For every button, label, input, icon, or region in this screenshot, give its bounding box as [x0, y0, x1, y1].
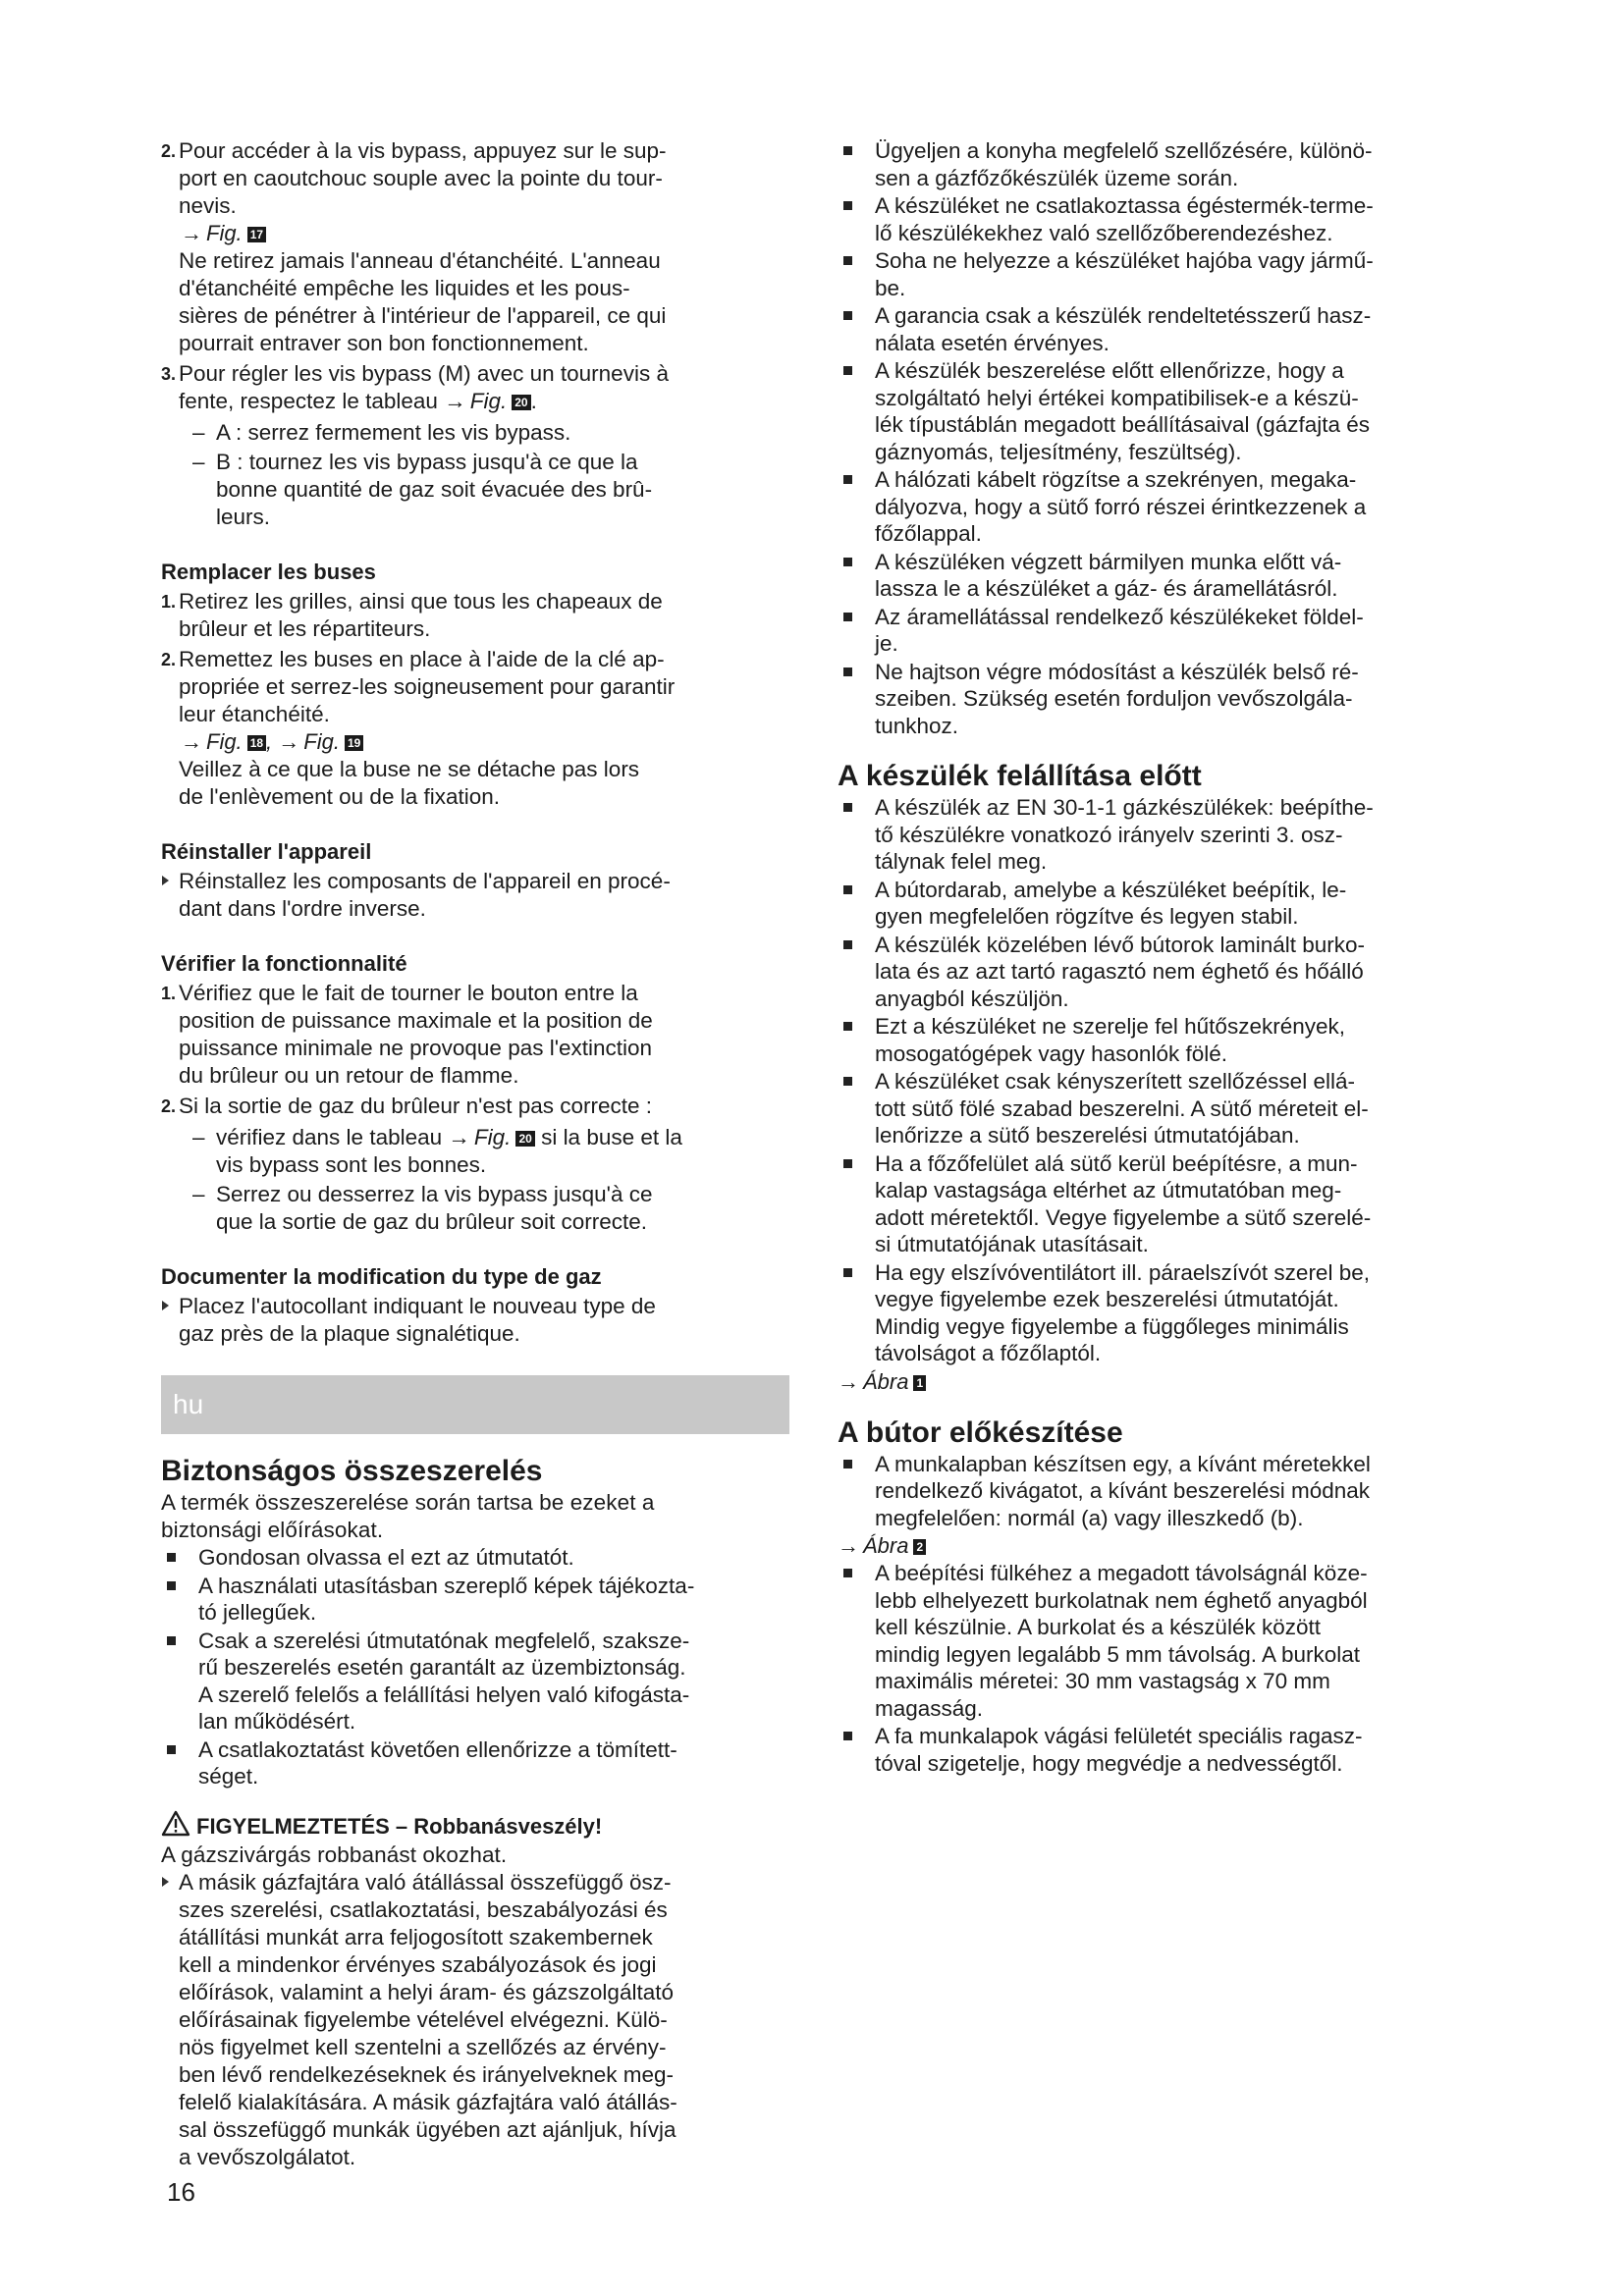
arrow-icon: → — [181, 729, 202, 754]
text-line: Ne retirez jamais l'anneau d'étanchéité. L'anneau — [179, 248, 661, 273]
document-instruction: Placez l'autocollant indiquant le nouveau type de gaz près de la plaque signalétique. — [161, 1293, 789, 1348]
left-column — [161, 137, 789, 2174]
square-bullet-icon — [167, 1581, 176, 1590]
section-heading: Documenter la modification du type de gaz — [161, 1264, 602, 1289]
step-number: 2. — [161, 141, 177, 161]
arrow-icon: → — [181, 221, 202, 245]
square-bullet-icon — [843, 1022, 852, 1031]
list-item: A készüléket ne csatlakoztassa égéstermék-terme- lő készülékekhez való szellőzőberendezéshez. — [838, 192, 1486, 246]
figure-number-badge: 19 — [345, 735, 363, 751]
warning-triangle-icon — [161, 1810, 190, 1837]
list-item: – vérifiez dans le tableau → Fig. 20 si la buse et la vis bypass sont les bonnes. — [192, 1125, 682, 1177]
arrow-icon: → — [444, 389, 466, 413]
list-item: Soha ne helyezze a készüléket hajóba vagy jármű- be. — [838, 247, 1486, 301]
list-item: Ha a főzőfelület alá sütő kerül beépítésre, a mun- kalap vastagsága eltérhet az útmutatóban meg- adott méretektől. Vegye figyelembe a sütő szerelé- si útmutatójának utasításait. — [838, 1150, 1486, 1258]
list-item: Ezt a készüléket ne szerelje fel hűtőszekrények, mosogatógépek vagy hasonlók fölé. — [838, 1013, 1486, 1067]
square-bullet-icon — [843, 558, 852, 566]
list-item: – Serrez ou desserrez la vis bypass jusqu'à ce que la sortie de gaz du brûleur soit correcte. — [192, 1182, 653, 1234]
square-bullet-icon — [843, 885, 852, 894]
square-bullet-icon — [167, 1553, 176, 1562]
verify-step-2: 2. Si la sortie de gaz du brûleur n'est pas correcte : — [161, 1094, 653, 1118]
square-bullet-icon — [843, 475, 852, 484]
square-bullet-icon — [843, 613, 852, 621]
intro-text: A termék összeszerelése során tartsa be ezeket a biztonsági előírásokat. — [161, 1490, 655, 1542]
warning-instruction: A másik gázfajtára való átállással összefüggő ösz- szes szerelési, csatlakoztatási, beszabályozási és átállítási munkát arra feljogosított szakembernek kell a mindenkor érvényes szabályozások és jogi előírások, valamint a helyi áram- és gázszolgáltató előírásainak figyelembe vételével elvégezni. Külö- nös figyelmet kell szentelni a szellőzés az érvény- ben lévő rendelkezéseknek és irányelveknek meg- felelő kialakítására. A másik gázfajtára való átállás- sal összefüggő munkák ügyében azt ajánljuk, hívja a vevőszolgálatot. — [161, 1869, 789, 2171]
square-bullet-icon — [843, 1460, 852, 1468]
figure-reference: → Fig. 18 , → Fig. 19 — [179, 728, 789, 756]
square-bullet-icon — [843, 1159, 852, 1168]
reinstall-instruction: Réinstallez les composants de l'appareil en procé- dant dans l'ordre inverse. — [161, 868, 789, 923]
warning-heading: FIGYELMEZTETÉS – Robbanásveszély! — [161, 1810, 789, 1842]
section-heading: A készülék felállítása előtt — [838, 760, 1202, 792]
figure-number-badge: 2 — [913, 1539, 926, 1555]
bypass-options-list — [192, 419, 789, 531]
section-heading: Biztonságos összeszerelés — [161, 1455, 543, 1487]
figure-reference: → Fig. 17 — [179, 220, 789, 247]
triangle-bullet-icon — [162, 876, 169, 885]
square-bullet-icon — [843, 1569, 852, 1577]
figure-number-badge: 1 — [913, 1375, 926, 1391]
list-item: A használati utasításban szereplő képek tájékozta- tó jellegűek. — [161, 1573, 789, 1627]
page-number: 16 — [167, 2177, 195, 2207]
nozzle-step-1: 1. Retirez les grilles, ainsi que tous les chapeaux de brûleur et les répartiteurs. — [161, 589, 663, 641]
square-bullet-icon — [843, 366, 852, 375]
text-line: pourrait entraver son bon fonctionnement. — [179, 331, 589, 355]
square-bullet-icon — [843, 1732, 852, 1740]
triangle-bullet-icon — [162, 1877, 169, 1887]
text-line: sières de pénétrer à l'intérieur de l'appareil, ce qui — [179, 303, 667, 328]
list-item: A beépítési fülkéhez a megadott távolságnál köze- lebb elhelyezett burkolatnak nem éghető anyagból kell készülnie. A burkolat és a készülék között mindig legyen legalább 5 mm távolság. A burkolat maximális méretei: 30 mm vastagság x 70 mm magasság. — [838, 1560, 1486, 1722]
list-item: A készüléket csak kényszerített szellőzéssel ellá- tott sütő fölé szabad beszerelni. A sütő méreteit el- lenőrizze a sütő beszerelési útmutatójában. — [838, 1068, 1486, 1149]
step-number: 1. — [161, 984, 177, 1003]
list-item: A bútordarab, amelybe a készüléket beépítik, le- gyen megfelelően rögzítve és legyen stabil. — [838, 877, 1486, 931]
figure-number-badge: 18 — [247, 735, 266, 751]
arrow-icon: → — [278, 729, 300, 754]
list-item: – A : serrez fermement les vis bypass. — [192, 420, 571, 445]
list-item: Az áramellátással rendelkező készülékeket földel- je. — [838, 604, 1486, 658]
language-band — [161, 1375, 789, 1434]
section-heading: A bútor előkészítése — [838, 1415, 1123, 1449]
figure-reference: → Ábra 2 — [838, 1532, 1486, 1560]
warning-intro: A gázszivárgás robbanást okozhat. — [161, 1842, 508, 1867]
verify-options-list — [192, 1124, 789, 1236]
list-item: A készüléken végzett bármilyen munka előtt vá- lassza le a készüléket a gáz- és áramellátásról. — [838, 549, 1486, 603]
square-bullet-icon — [843, 311, 852, 320]
list-item: A készülék az EN 30-1-1 gázkészülékek: beépíthe- tő készülékre vonatkozó irányelv szerinti 3. osz- tálynak felel meg. — [838, 794, 1486, 876]
nozzle-step-2: 2. Remettez les buses en place à l'aide de la clé ap- propriée et serrez-les soigneusement pour garantir leur étanchéité. → Fig. 18 , → Fig. 19 Veillez à ce que la buse ne se détache pas lors de l'enlèvement ou de la fixation. — [161, 646, 789, 811]
arrow-icon: → — [838, 1368, 859, 1394]
bypass-step-2 — [161, 137, 789, 357]
square-bullet-icon — [843, 146, 852, 155]
square-bullet-icon — [167, 1636, 176, 1645]
list-item: A fa munkalapok vágási felületét speciális ragasz- tóval szigetelje, hogy megvédje a nedvességtől. — [838, 1723, 1486, 1777]
text-line: Pour régler les vis bypass (M) avec un tournevis à — [179, 361, 669, 386]
text-line: port en caoutchouc souple avec la pointe du tour- — [179, 166, 663, 190]
figure-reference: → Ábra 1 — [838, 1368, 1486, 1396]
list-item: Gondosan olvassa el ezt az útmutatót. — [161, 1544, 789, 1572]
text-line: Pour accéder à la vis bypass, appuyez sur le sup- — [179, 138, 667, 163]
step-number: 3. — [161, 364, 177, 384]
step-number: 2. — [161, 1096, 177, 1116]
square-bullet-icon — [843, 201, 852, 210]
list-item: Ügyeljen a konyha megfelelő szellőzésére, különö- sen a gázfőzőkészülék üzeme során. — [838, 137, 1486, 191]
square-bullet-icon — [843, 1077, 852, 1086]
square-bullet-icon — [843, 940, 852, 949]
step-number: 1. — [161, 592, 177, 612]
figure-number-badge: 20 — [512, 395, 530, 410]
list-item: A garancia csak a készülék rendeltetésszerű hasz- nálata esetén érvényes. — [838, 302, 1486, 356]
figure-number-badge: 17 — [247, 227, 266, 242]
square-bullet-icon — [843, 667, 852, 676]
list-item: A készülék beszerelése előtt ellenőrizze, hogy a szolgáltató helyi értékei kompatibilisek-e a készü- lék típustáblán megadott beállításaival (gázfajta és gáznyomás, teljesítmény, feszültség). — [838, 357, 1486, 465]
triangle-bullet-icon — [162, 1301, 169, 1310]
section-heading: Vérifier la fonctionnalité — [161, 951, 407, 976]
list-item: – B : tournez les vis bypass jusqu'à ce que la bonne quantité de gaz soit évacuée des brû- leurs. — [192, 450, 653, 529]
arrow-icon: → — [448, 1125, 470, 1149]
step-number: 2. — [161, 650, 177, 669]
text-line: d'étanchéité empêche les liquides et les pous- — [179, 276, 630, 300]
square-bullet-icon — [843, 803, 852, 812]
square-bullet-icon — [167, 1745, 176, 1754]
text-line: fente, respectez le tableau → Fig. 20 . — [179, 389, 537, 413]
list-item: Ha egy elszívóventilátort ill. páraelszívót szerel be, vegye figyelembe ezek beszerelési útmutatóját. Mindig vegye figyelembe a függőleges minimális távolságot a főzőlaptól. — [838, 1259, 1486, 1367]
list-item: A hálózati kábelt rögzítse a szekrényen, megaka- dályozva, hogy a sütő forró részei érintkezzenek a főzőlappal. — [838, 466, 1486, 548]
list-item: A munkalapban készítsen egy, a kívánt méretekkel rendelkező kivágatot, a kívánt beszerelési módnak megfelelően: normál (a) vagy illeszkedő (b). — [838, 1451, 1486, 1532]
text-line: nevis. — [179, 193, 237, 218]
arrow-icon: → — [838, 1533, 859, 1558]
section-heading: Remplacer les buses — [161, 560, 376, 584]
square-bullet-icon — [843, 1268, 852, 1277]
bypass-step-3 — [161, 360, 789, 415]
figure-number-badge: 20 — [515, 1131, 534, 1147]
language-code: hu — [173, 1389, 204, 1419]
list-item: A csatlakoztatást követően ellenőrizze a tömített- séget. — [161, 1736, 789, 1790]
list-item: Csak a szerelési útmutatónak megfelelő, szaksze- rű beszerelés esetén garantált az üzembiztonság. A szerelő felelős a felállítási helyen való kifogásta- lan működésért. — [161, 1628, 789, 1735]
list-item: A készülék közelében lévő bútorok laminált burko- lata és az azt tartó ragasztó nem éghető és hőálló anyagból készüljön. — [838, 932, 1486, 1013]
list-item: Ne hajtson végre módosítást a készülék belső ré- szeiben. Szükség esetén forduljon vevőszolgála- tunkhoz. — [838, 659, 1486, 740]
section-heading: Réinstaller l'appareil — [161, 839, 372, 864]
right-column — [838, 137, 1486, 1778]
square-bullet-icon — [843, 256, 852, 265]
verify-step-1: 1. Vérifiez que le fait de tourner le bouton entre la position de puissance maximale et la position de puissance minimale ne provoque pas l'extinction du brûleur ou un retour de flamme. — [161, 981, 653, 1088]
